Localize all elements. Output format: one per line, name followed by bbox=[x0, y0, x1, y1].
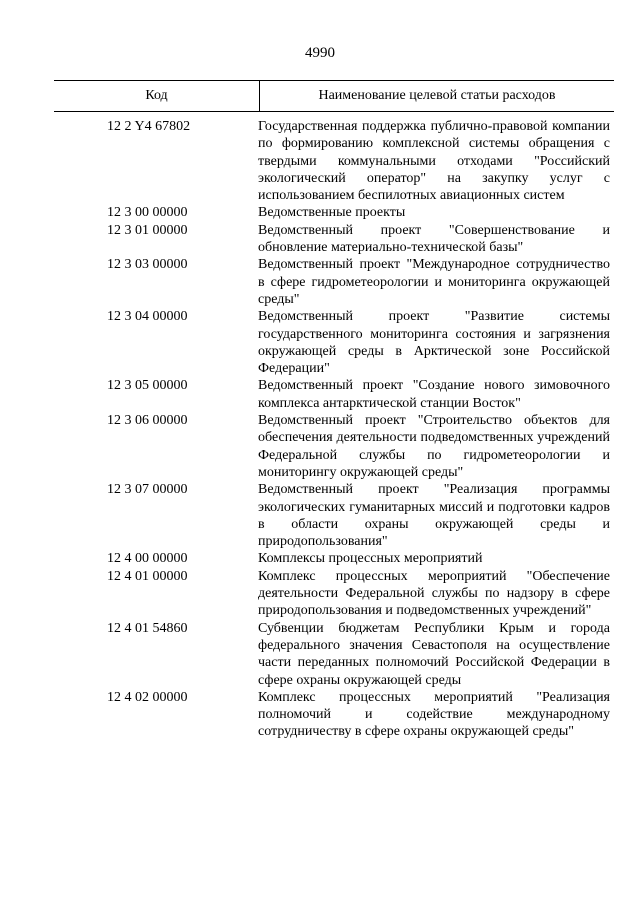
row-name: Комплекс процессных мероприятий "Реализация полномочий и содействие международному сотрудничеству в сфере охраны окружающей среды" bbox=[258, 689, 610, 740]
row-code: 12 3 05 00000 bbox=[107, 378, 188, 394]
table-body bbox=[0, 118, 640, 741]
table-row bbox=[0, 118, 640, 204]
row-code: 12 3 03 00000 bbox=[107, 257, 188, 273]
row-name: Ведомственный проект "Строительство объектов для обеспечения деятельности подведомственных учреждений Федеральной службы по гидрометеорологии и мониторингу окружающей среды" bbox=[258, 413, 610, 480]
table-row bbox=[0, 204, 640, 221]
table-row bbox=[0, 308, 640, 377]
table-row bbox=[0, 620, 640, 689]
row-code: 12 3 04 00000 bbox=[107, 309, 188, 325]
row-name: Комплексы процессных мероприятий bbox=[258, 551, 483, 567]
table-row bbox=[0, 481, 640, 550]
table-row bbox=[0, 568, 640, 620]
row-code: 12 4 02 00000 bbox=[107, 689, 188, 705]
header-code: Код bbox=[54, 81, 260, 111]
row-name: Ведомственный проект "Развитие системы государственного мониторинга состояния и загрязнения окружающей среды в Арктической зоне Российской Федерации" bbox=[258, 309, 610, 377]
row-code: 12 4 01 54860 bbox=[107, 620, 188, 636]
row-name: Государственная поддержка публично-правовой компании по формированию комплексной системы обращения с твердыми коммунальными отходами "Российский экологический оператор" на закупку услуг с использованием беспилотных авиационных систем bbox=[258, 119, 610, 204]
row-code: 12 4 00 00000 bbox=[107, 551, 188, 567]
row-name: Ведомственный проект "Международное сотрудничество в сфере гидрометеорологии и мониторинга окружающей среды" bbox=[258, 257, 610, 307]
page-number: 4990 bbox=[305, 45, 335, 61]
row-code: 12 3 01 00000 bbox=[107, 222, 188, 238]
row-code: 12 3 06 00000 bbox=[107, 413, 188, 429]
row-code: 12 2 Y4 67802 bbox=[107, 119, 191, 134]
row-code: 12 4 01 00000 bbox=[107, 568, 188, 584]
table-header bbox=[54, 80, 614, 112]
table-row bbox=[0, 550, 640, 567]
row-code: 12 3 00 00000 bbox=[107, 205, 188, 221]
row-name: Ведомственный проект "Совершенствование и обновление материально-технической базы" bbox=[258, 222, 610, 256]
row-name: Ведомственные проекты bbox=[258, 205, 406, 221]
table-row bbox=[0, 256, 640, 308]
row-name: Ведомственный проект "Создание нового зимовочного комплекса антарктической станции Восток" bbox=[258, 378, 610, 411]
row-name: Комплекс процессных мероприятий "Обеспечение деятельности Федеральной службы по надзору в сфере природопользования и подведомственных учреждений" bbox=[258, 568, 610, 619]
table-row bbox=[0, 689, 640, 741]
table-row bbox=[0, 412, 640, 481]
table-row bbox=[0, 377, 640, 412]
row-name: Ведомственный проект "Реализация программы экологических гуманитарных миссий и подготовки кадров в области охраны окружающей среды и природопользования" bbox=[258, 482, 610, 550]
row-name: Субвенции бюджетам Республики Крым и города федерального значения Севастополя на осуществление части переданных полномочий Российской Федерации в сфере охраны окружающей среды bbox=[258, 620, 610, 688]
table-row bbox=[0, 222, 640, 257]
header-name: Наименование целевой статьи расходов bbox=[318, 88, 556, 103]
row-code: 12 3 07 00000 bbox=[107, 482, 188, 498]
